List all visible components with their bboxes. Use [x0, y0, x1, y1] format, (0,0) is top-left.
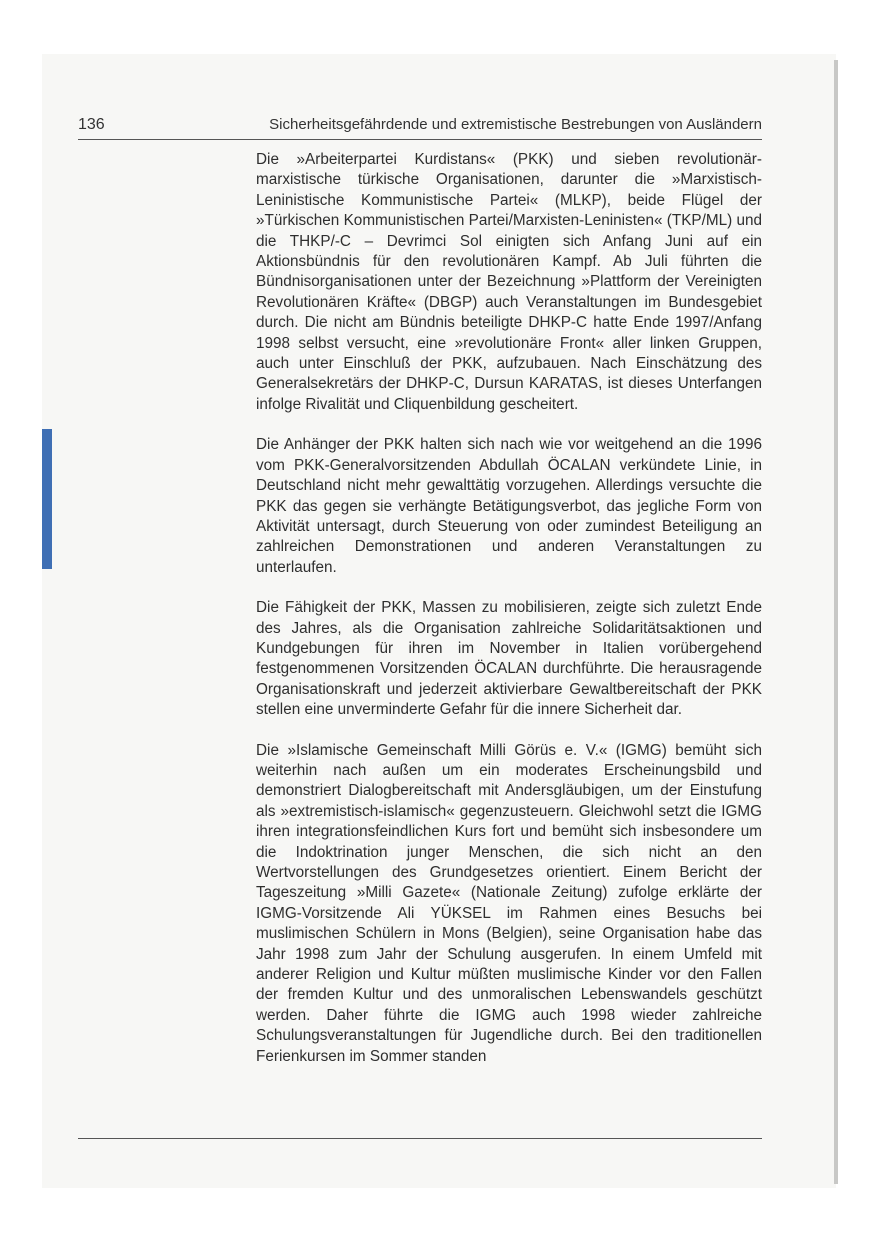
page-header	[78, 115, 762, 135]
paragraph-pkk-mobilisation: Die Fähigkeit der PKK, Massen zu mobilisieren, zeigte sich zuletzt Ende des Jahres, als die Organisation zahlreiche Solidaritätsaktionen und Kundgebungen für ihren im November in Italien vorübergehend festgenommenen Vorsitzenden ÖCALAN durchführte. Die herausragende Organisationskraft und jederzeit aktivierbare Gewaltbereitschaft der PKK stellen eine unverminderte Gefahr für die innere Sicherheit dar.	[256, 599, 762, 719]
paragraph-pkk-alliance: Die »Arbeiterpartei Kurdistans« (PKK) und sieben revolutionär-marxistische türkische Organisationen, darunter die »Marxistisch-Leninistische Kommunistische Partei« (MLKP), beide Flügel der »Türkischen Kommunistischen Partei/Marxisten-Leninisten« (TKP/ML) und die THKP/-C – Devrimci Sol einigten sich Anfang Juni auf ein Aktionsbündnis für den revolutionären Kampf. Ab Juli führten die Bündnisorganisationen unter der Bezeichnung »Plattform der Vereinigten Revolutionären Kräfte« (DBGP) auch Veranstaltungen im Bundesgebiet durch. Die nicht am Bündnis beteiligte DHKP-C hatte Ende 1997/Anfang 1998 selbst versucht, eine »revolutionäre Front« aller linken Gruppen, auch unter Einschluß der PKK, aufzubauen. Nach Einschätzung des Generalsekretärs der DHKP-C, Dursun KARATAS, ist dieses Unterfangen infolge Rivalität und Cliquenbildung gescheitert.	[256, 151, 762, 413]
paragraph-pkk-supporters: Die Anhänger der PKK halten sich nach wie vor weitgehend an die 1996 vom PKK-Generalvorsitzenden Abdullah ÖCALAN verkündete Linie, in Deutschland nicht mehr gewalttätig vorzugehen. Allerdings versuchte die PKK das gegen sie verhängte Betätigungsverbot, das jegliche Form von Aktivität untersagt, durch Steuerung von oder zumindest Beteiligung an zahlreichen Demonstrationen und anderen Veranstaltungen zu unterlaufen.	[256, 436, 762, 576]
page-edge-shadow	[834, 60, 838, 1184]
running-title: Sicherheitsgefährdende und extremistische Bestrebungen von Ausländern	[269, 116, 762, 133]
header-rule	[78, 139, 762, 140]
paragraph-igmg: Die »Islamische Gemeinschaft Milli Görüs e. V.« (IGMG) bemüht sich weiterhin nach außen um ein moderates Erscheinungsbild und demonstriert Dialogbereitschaft mit Andersgläubigen, um der Einstufung als »extremistisch-islamisch« gegenzusteuern. Gleichwohl setzt die IGMG ihren integrationsfeindlichen Kurs fort und bemüht sich insbesondere um die Indoktrination junger Menschen, die sich nicht an den Wertvorstellungen des Grundgesetzes orientiert. Einem Bericht der Tageszeitung »Milli Gazete« (Nationale Zeitung) zufolge erklärte der IGMG-Vorsitzende Ali YÜKSEL im Rahmen eines Besuchs bei muslimischen Schülern in Mons (Belgien), seine Organisation habe das Jahr 1998 zum Jahr der Schulung ausgerufen. In einem Umfeld mit anderer Religion und Kultur müßten muslimische Kinder vor den Fallen der fremden Kultur und des unmoralischen Lebenswandels geschützt werden. Daher führte die IGMG auch 1998 wieder zahlreiche Schulungsveranstaltungen für Jugendliche durch. Bei den traditionellen Ferienkursen im Sommer standen	[256, 741, 762, 1065]
page-number: 136	[78, 116, 105, 133]
side-marker-bar	[42, 429, 52, 569]
body-text	[256, 150, 762, 1067]
footer-rule	[78, 1138, 762, 1139]
